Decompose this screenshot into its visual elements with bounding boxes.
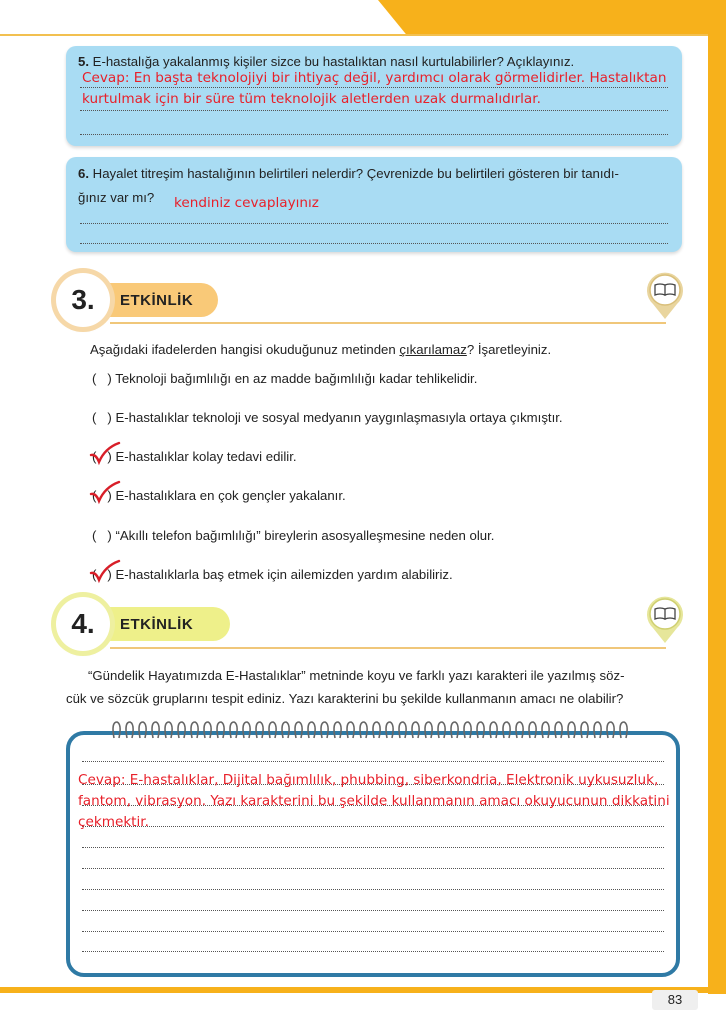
book-icon bbox=[643, 270, 687, 320]
spiral-ring bbox=[165, 722, 172, 738]
spiral-ring bbox=[360, 722, 367, 738]
spiral-ring bbox=[425, 722, 432, 738]
activity-4-answer-line-2: fantom, vibrasyon. Yazı karakterini bu şekilde kullanmanın amacı okuyucunun dikkatini bbox=[78, 793, 670, 809]
question-6-text-line-2: ğınız var mı? bbox=[78, 190, 155, 205]
answer-line bbox=[82, 826, 664, 827]
question-6-answer: kendiniz cevaplayınız bbox=[174, 195, 319, 211]
option-2[interactable]: ( ) E-hastalıklar teknoloji ve sosyal medyanın yaygınlaşmasıyla ortaya çıkmıştır. bbox=[92, 410, 563, 425]
spiral-ring bbox=[230, 722, 237, 738]
spiral-ring bbox=[490, 722, 497, 738]
spiral-ring bbox=[347, 722, 354, 738]
answer-line bbox=[82, 910, 664, 911]
spiral-ring bbox=[464, 722, 471, 738]
spiral-ring bbox=[438, 722, 445, 738]
spiral-binding-icon bbox=[110, 718, 636, 742]
activity-4-instruction-line-1: “Gündelik Hayatımızda E-Hastalıklar” metninde koyu ve farklı yazı karakteri ile yazılmış söz- bbox=[88, 668, 625, 683]
spiral-ring bbox=[269, 722, 276, 738]
answer-line bbox=[80, 110, 668, 111]
corner-decoration bbox=[378, 0, 726, 34]
option-4[interactable]: ( ) E-hastalıklara en çok gençler yakalanır. bbox=[92, 488, 346, 503]
spiral-ring bbox=[581, 722, 588, 738]
option-1[interactable]: ( ) Teknoloji bağımlılığı en az madde bağımlılığı kadar tehlikelidir. bbox=[92, 371, 478, 386]
question-5-box bbox=[66, 46, 682, 146]
spiral-ring bbox=[386, 722, 393, 738]
spiral-ring bbox=[412, 722, 419, 738]
option-3[interactable]: ( ) E-hastalıklar kolay tedavi edilir. bbox=[92, 449, 297, 464]
spiral-ring bbox=[308, 722, 315, 738]
spiral-ring bbox=[126, 722, 133, 738]
answer-line bbox=[80, 243, 668, 244]
spiral-ring bbox=[334, 722, 341, 738]
page-number: 83 bbox=[652, 990, 698, 1010]
activity-3-instruction: Aşağıdaki ifadelerden hangisi okuduğunuz metinden çıkarılamaz? İşaretleyiniz. bbox=[90, 342, 552, 357]
spiral-ring bbox=[399, 722, 406, 738]
answer-line bbox=[80, 87, 668, 88]
spiral-ring bbox=[191, 722, 198, 738]
answer-line bbox=[82, 931, 664, 932]
activity-3-label: ETKİNLİK bbox=[94, 283, 218, 317]
activity-4-answer-line-3: çekmektir. bbox=[78, 814, 149, 830]
activity-4-label: ETKİNLİK bbox=[94, 607, 230, 641]
activity-4-number: 4. bbox=[56, 597, 110, 651]
spiral-ring bbox=[178, 722, 185, 738]
question-5-text: 5. E-hastalığa yakalanmış kişiler sizce bu hastalıktan nasıl kurtulabilirler? Açıklayınız. bbox=[78, 54, 575, 69]
spiral-ring bbox=[373, 722, 380, 738]
activity-4-instruction-line-2: cük ve sözcük gruplarını tespit ediniz. Yazı karakterini bu şekilde kullanmanın amacı ne olabilir? bbox=[66, 691, 624, 706]
spiral-ring bbox=[217, 722, 224, 738]
spiral-ring bbox=[555, 722, 562, 738]
spiral-ring bbox=[295, 722, 302, 738]
spiral-ring bbox=[594, 722, 601, 738]
question-5-answer-line-1: Cevap: En başta teknolojiyi bir ihtiyaç değil, yardımcı olarak görmelidirler. Hastalıktan bbox=[82, 70, 667, 86]
checkmark-icon bbox=[88, 440, 122, 466]
answer-line bbox=[82, 761, 664, 762]
question-5-answer-line-2: kurtulmak için bir süre tüm teknolojik aletlerden uzak durmalıdırlar. bbox=[82, 91, 541, 107]
spiral-ring bbox=[152, 722, 159, 738]
answer-line bbox=[82, 889, 664, 890]
answer-line bbox=[80, 134, 668, 135]
spiral-ring bbox=[139, 722, 146, 738]
activity-3-number: 3. bbox=[56, 273, 110, 327]
activity-4-header bbox=[56, 597, 256, 653]
spiral-ring bbox=[204, 722, 211, 738]
question-6-text: 6. Hayalet titreşim hastalığının belirtileri nelerdir? Çevrenizde bu belirtileri gösteren bir tanıdı- bbox=[78, 166, 619, 181]
answer-line bbox=[82, 951, 664, 952]
spiral-ring bbox=[321, 722, 328, 738]
book-icon bbox=[643, 594, 687, 644]
bottom-stripe bbox=[0, 987, 726, 993]
question-6-box bbox=[66, 157, 682, 252]
spiral-ring bbox=[477, 722, 484, 738]
spiral-ring bbox=[243, 722, 250, 738]
answer-line bbox=[80, 223, 668, 224]
answer-line bbox=[82, 847, 664, 848]
answer-notebook[interactable] bbox=[66, 731, 680, 977]
activity-4-answer-line-1: Cevap: E-hastalıklar, Dijital bağımlılık, phubbing, siberkondria, Elektronik uykusuzluk, bbox=[78, 772, 659, 788]
spiral-ring bbox=[542, 722, 549, 738]
spiral-ring bbox=[256, 722, 263, 738]
checkmark-icon bbox=[88, 479, 122, 505]
activity-3-header bbox=[56, 273, 256, 329]
spiral-ring bbox=[529, 722, 536, 738]
spiral-ring bbox=[620, 722, 627, 738]
option-6[interactable]: ( ) E-hastalıklarla baş etmek için ailemizden yardım alabiliriz. bbox=[92, 567, 453, 582]
checkmark-icon bbox=[88, 558, 122, 584]
spiral-ring bbox=[568, 722, 575, 738]
spiral-ring bbox=[451, 722, 458, 738]
spiral-ring bbox=[282, 722, 289, 738]
spiral-ring bbox=[503, 722, 510, 738]
spiral-ring bbox=[113, 722, 120, 738]
side-stripe bbox=[708, 34, 726, 994]
spiral-ring bbox=[516, 722, 523, 738]
answer-line bbox=[82, 868, 664, 869]
spiral-ring bbox=[607, 722, 614, 738]
option-5[interactable]: ( ) “Akıllı telefon bağımlılığı” bireylerin asosyalleşmesine neden olur. bbox=[92, 528, 495, 543]
